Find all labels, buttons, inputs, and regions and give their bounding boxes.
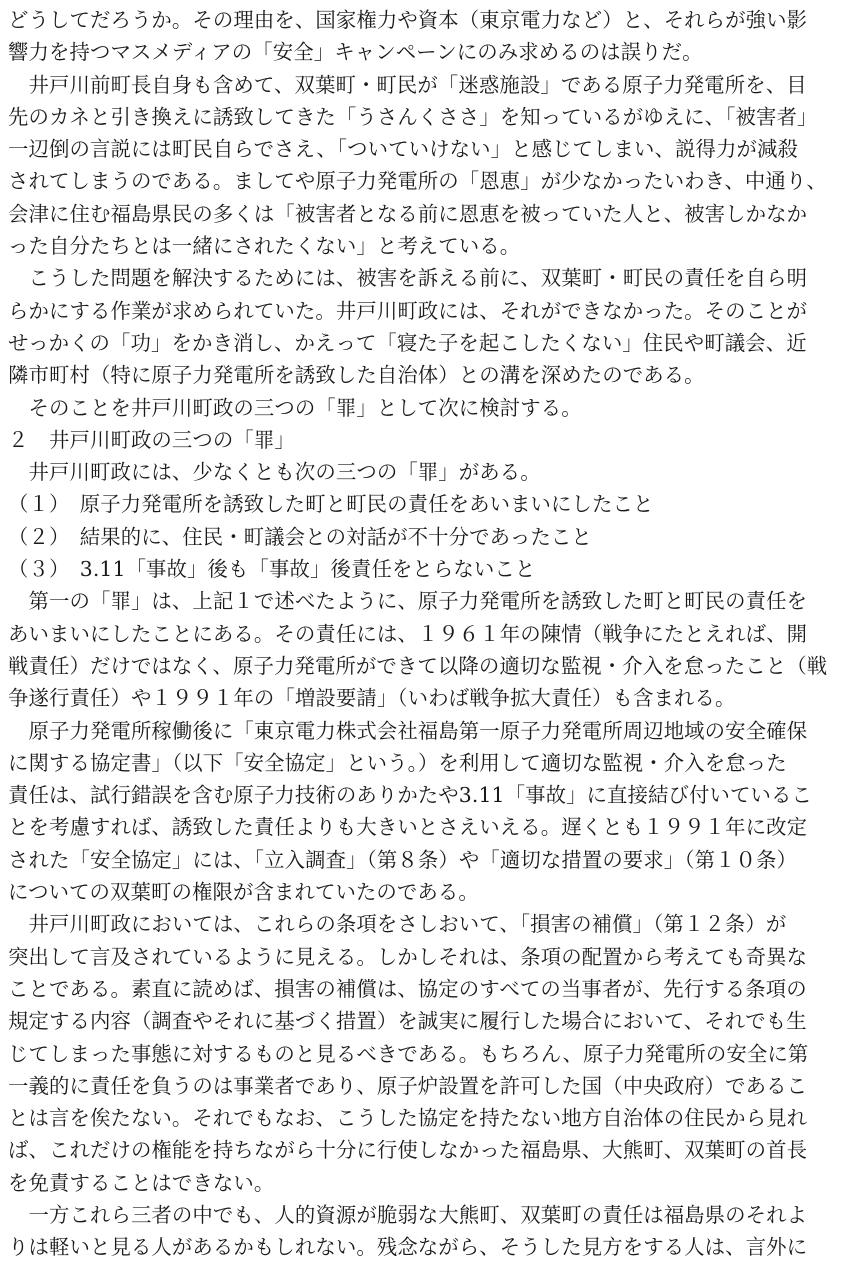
- text-line: 原子力発電所稼働後に「東京電力株式会社福島第一原子力発電所周辺地域の安全確保: [8, 718, 808, 743]
- section-heading: ２ 井戸川町政の三つの「罪」: [8, 427, 295, 452]
- text-line: 一方これら三者の中でも、人的資源が脆弱な大熊町、双葉町の責任は福島県のそれよ: [8, 1202, 808, 1227]
- text-line: じてしまった事態に対するものと見るべきである。もちろん、原子力発電所の安全に第: [8, 1041, 809, 1066]
- text-line: せっかくの「功」をかき消し、かえって「寝た子を起こしたくない」住民や町議会、近: [8, 330, 807, 355]
- text-line: 第一の「罪」は、上記１で述べたように、原子力発電所を誘致した町と町民の責任を: [8, 589, 808, 614]
- text-line: 井戸川町政には、少なくとも次の三つの「罪」がある。: [8, 460, 541, 485]
- text-line: 隣市町村（特に原子力発電所を誘致した自治体）との溝を深めたのである。: [8, 363, 705, 388]
- text-line: 一義的に責任を負うのは事業者であり、原子炉設置を許可した国（中央政府）であるこ: [8, 1073, 808, 1098]
- text-line: に関する協定書」（以下「安全協定」という。）を利用して適切な監視・介入を怠った: [8, 750, 787, 775]
- text-line: とを考慮すれば、誘致した責任よりも大きいとさえいえる。遅くとも１９９１年に改定: [8, 815, 808, 840]
- text-line: 井戸川前町長自身も含めて、双葉町・町民が「迷惑施設」である原子力発電所を、目: [8, 72, 807, 97]
- text-line: ことである。素直に読めば、損害の補償は、協定のすべての当事者が、先行する条項の: [8, 976, 807, 1001]
- list-item: （２） 結果的に、住民・町議会との対話が不十分であったこと: [8, 524, 592, 549]
- text-line: された「安全協定」には、「立入調査」（第８条）や「適切な措置の要求」（第１０条）: [8, 847, 798, 872]
- text-line: 突出して言及されているように見える。しかしそれは、条項の配置から考えても奇異な: [8, 944, 808, 969]
- text-line: こうした問題を解決するためには、被害を訴える前に、双葉町・町民の責任を自ら明: [8, 266, 808, 291]
- text-line: を免責することはできない。: [8, 1170, 275, 1195]
- text-line: そのことを井戸川町政の三つの「罪」として次に検討する。: [8, 395, 582, 420]
- text-line: されてしまうのである。ましてや原子力発電所の「恩恵」が少なかったいわき、中通り、: [8, 169, 827, 194]
- text-line: どうしてだろうか。その理由を、国家権力や資本（東京電力など）と、それらが強い影: [8, 8, 808, 32]
- list-item: （３） 3.11「事故」後も「事故」後責任をとらないこと: [8, 557, 536, 582]
- text-line: 先のカネと引き換えに誘致してきた「うさんくささ」を知っているがゆえに、「被害者」: [8, 104, 818, 129]
- text-line: 争遂行責任）や１９９１年の「増設要請」（いわば戦争拡大責任）も含まれる。: [8, 686, 736, 711]
- text-line: らかにする作業が求められていた。井戸川町政には、それができなかった。そのことが: [8, 298, 808, 323]
- text-line: 規定する内容（調査やそれに基づく措置）を誠実に履行した場合において、それでも生: [8, 1009, 807, 1034]
- text-line: 責任は、試行錯誤を含む原子力技術のありかたや3.11「事故」に直接結び付いているこ: [8, 783, 812, 808]
- text-line: りは軽いと見る人があるかもしれない。残念ながら、そうした見方をする人は、言外に: [8, 1235, 808, 1260]
- text-line: ば、これだけの権能を持ちながら十分に行使しなかった福島県、大熊町、双葉町の首長: [8, 1138, 808, 1163]
- text-line: 戦責任）だけではなく、原子力発電所ができて以降の適切な監視・介入を怠ったこと（戦: [8, 653, 828, 678]
- text-line: についての双葉町の権限が含まれていたのである。: [8, 880, 479, 905]
- list-item: （１） 原子力発電所を誘致した町と町民の責任をあいまいにしたこと: [8, 492, 654, 517]
- text-line: 一辺倒の言説には町民自らでさえ、「ついていけない」と感じてしまい、説得力が減殺: [8, 137, 798, 162]
- text-line: とは言を俟たない。それでもなお、こうした協定を持たない地方自治体の住民から見れ: [8, 1106, 808, 1131]
- text-line: った自分たちとは一緒にされたくない」と考えている。: [8, 234, 521, 259]
- text-line: あいまいにしたことにある。その責任には、１９６１年の陳情（戦争にたとえれば、開: [8, 621, 808, 646]
- text-line: 響力を持つマスメディアの「安全」キャンペーンにのみ求めるのは誤りだ。: [8, 40, 703, 65]
- text-line: 会津に住む福島県民の多くは「被害者となる前に恩恵を被っていた人と、被害しかなか: [8, 201, 808, 226]
- text-line: 井戸川町政においては、これらの条項をさしおいて、「損害の補償」（第１２条）が: [8, 912, 787, 937]
